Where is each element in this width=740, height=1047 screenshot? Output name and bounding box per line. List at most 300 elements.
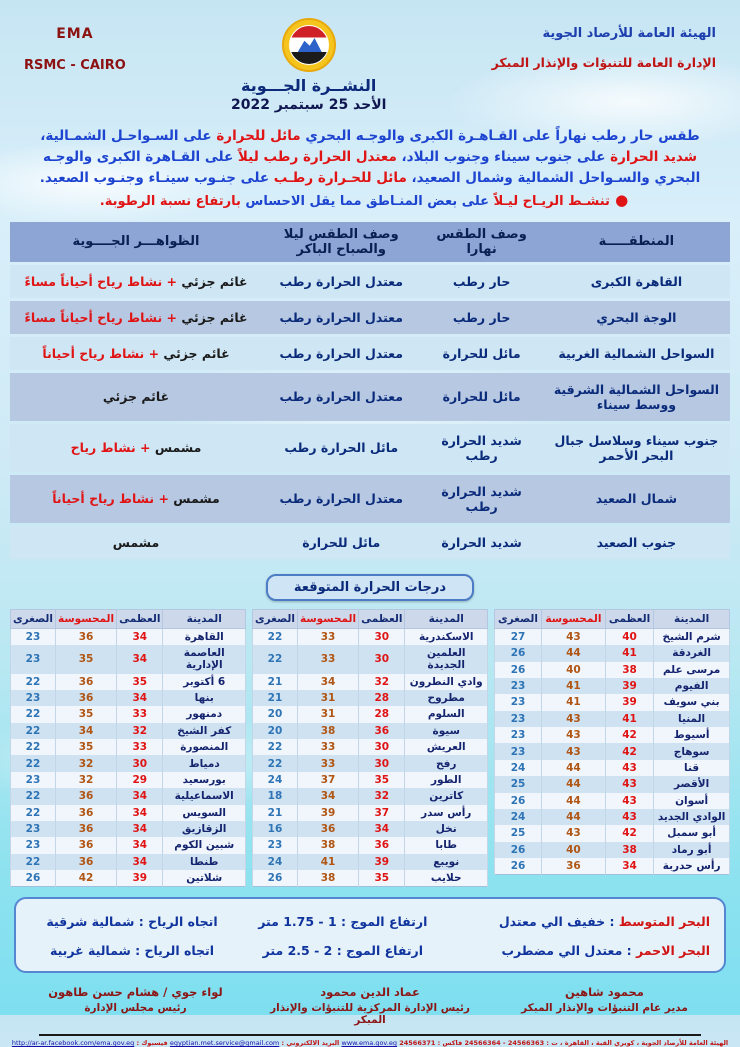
signatory-title: رئيس مجلس الإدارة <box>84 1002 187 1015</box>
min-temp: 22 <box>11 805 56 821</box>
temps-header-row <box>495 609 730 628</box>
city-name: العريش <box>405 739 488 755</box>
max-temp: 39 <box>605 678 653 694</box>
forecast-row <box>10 475 730 523</box>
max-temp: 39 <box>605 694 653 710</box>
forecast-row <box>10 424 730 472</box>
max-temp: 43 <box>605 776 653 792</box>
min-temp: 23 <box>495 678 542 694</box>
temp-table-coasts-sinai <box>252 609 488 888</box>
header-night-desc: وصف الطقس ليلا والصباح الباكر <box>262 222 420 262</box>
city-name: أبو رماد <box>654 842 730 858</box>
night-desc-cell: معتدل الحرارة رطب <box>262 265 420 298</box>
max-temp: 42 <box>605 825 653 841</box>
temp-row <box>11 805 246 821</box>
min-temp: 23 <box>11 837 56 853</box>
temp-row <box>495 694 730 710</box>
city-name: مرسى علم <box>654 662 730 678</box>
sea-name: البحر الاحمر <box>631 943 710 959</box>
min-temp: 23 <box>495 694 542 710</box>
city-name: المنيا <box>654 711 730 727</box>
temp-row <box>11 772 246 788</box>
night-desc-cell: معتدل الحرارة رطب <box>262 475 420 523</box>
signatory-name: لواء جوي / هشام حسن طاهون <box>48 985 223 1000</box>
temp-row <box>495 662 730 678</box>
header-city: المدينة <box>405 609 488 628</box>
felt-temp: 36 <box>542 858 606 875</box>
city-name: شرم الشيخ <box>654 628 730 645</box>
phenomena-cell <box>10 337 262 370</box>
summary-segment: على القـاهرة الكبرى والوجـه البحري والسـواحل الشمالية وشمال الصعيد، <box>43 148 701 186</box>
header-region: المنطقـــــة <box>543 222 730 262</box>
max-temp: 39 <box>117 870 163 887</box>
sea-state-panel <box>14 897 726 973</box>
region-cell: جنوب الصعيد <box>543 526 730 559</box>
max-temp: 43 <box>605 809 653 825</box>
min-temp: 22 <box>11 706 56 722</box>
min-temp: 22 <box>253 755 298 771</box>
temp-row <box>11 821 246 837</box>
summary-text <box>28 126 712 189</box>
temp-row <box>11 739 246 755</box>
region-cell: السواحل الشمالية الغربية <box>543 337 730 370</box>
min-temp: 21 <box>253 805 298 821</box>
bulletin-title: النشــرة الجـــوية <box>241 76 377 95</box>
temp-row <box>495 825 730 841</box>
city-name: حلايب <box>405 870 488 887</box>
day-desc-cell: حار رطب <box>420 265 542 298</box>
city-name: 6 أكتوبر <box>163 674 246 690</box>
header-min: الصغرى <box>495 609 542 628</box>
felt-temp: 36 <box>55 837 116 853</box>
max-temp: 30 <box>359 628 405 645</box>
min-temp: 22 <box>11 674 56 690</box>
felt-temp: 36 <box>55 788 116 804</box>
min-temp: 22 <box>11 755 56 771</box>
city-name: أسيوط <box>654 727 730 743</box>
expected-temperatures-button[interactable]: درجات الحرارة المتوقعة <box>266 574 474 601</box>
signature-block <box>255 985 486 1026</box>
felt-temp: 44 <box>542 809 606 825</box>
footer-divider <box>39 1034 701 1036</box>
felt-temp: 33 <box>297 755 358 771</box>
contact-link[interactable]: www.ema.gov.eg <box>341 1039 397 1047</box>
min-temp: 24 <box>253 772 298 788</box>
bullet-text <box>100 194 610 209</box>
day-desc-cell: شديد الحرارة رطب <box>420 424 542 472</box>
sea-condition-text: : معتدل الي مضطرب <box>501 943 632 959</box>
max-temp: 30 <box>359 739 405 755</box>
max-temp: 30 <box>117 755 163 771</box>
day-desc-cell: مائل للحرارة <box>420 337 542 370</box>
min-temp: 25 <box>495 776 542 792</box>
contact-text: الهيئة العامة للأرصاد الجوية ، كوبري القبة ، القاهرة ، ت : 24566363 - 24566364 فاكس : 24566371 <box>396 1039 729 1047</box>
sea-condition-text: : خفيف الي معتدل <box>498 914 615 930</box>
min-temp: 23 <box>11 821 56 837</box>
min-temp: 23 <box>11 690 56 706</box>
city-temps-table <box>494 609 730 876</box>
felt-temp: 32 <box>55 772 116 788</box>
day-desc-cell: شديد الحرارة رطب <box>420 475 542 523</box>
city-name: شلاتين <box>163 870 246 887</box>
max-temp: 39 <box>359 854 405 870</box>
max-temp: 33 <box>117 739 163 755</box>
phenomena-text: غائم جزئي <box>102 389 170 405</box>
header <box>10 10 730 122</box>
min-temp: 23 <box>253 837 298 853</box>
city-name: شبين الكوم <box>163 837 246 853</box>
city-temps-table <box>252 609 488 888</box>
temps-header-row <box>253 609 488 628</box>
header-org-block <box>492 18 716 70</box>
temp-row <box>495 743 730 759</box>
max-temp: 30 <box>359 645 405 673</box>
city-name: السلوم <box>405 706 488 722</box>
temp-row <box>495 760 730 776</box>
signatures <box>20 985 720 1026</box>
ema-eagle-logo-icon <box>282 18 336 72</box>
sea-condition <box>452 911 710 930</box>
max-temp: 34 <box>605 858 653 875</box>
felt-temp: 44 <box>542 645 606 661</box>
temp-row <box>253 723 488 739</box>
day-desc-cell: شديد الحرارة <box>420 526 542 559</box>
max-temp: 34 <box>117 645 163 673</box>
night-desc-cell: معتدل الحرارة رطب <box>262 373 420 421</box>
temp-row <box>11 870 246 887</box>
forecast-table <box>10 219 730 562</box>
city-name: بني سويف <box>654 694 730 710</box>
phenomena-cell <box>10 475 262 523</box>
temp-row <box>495 678 730 694</box>
bullet-dot-icon: ● <box>609 190 629 209</box>
phenomena-wind-note: + نشاط رياح أحياناً <box>52 491 174 507</box>
max-temp: 36 <box>359 723 405 739</box>
max-temp: 42 <box>605 727 653 743</box>
city-name: طنطا <box>163 854 246 870</box>
felt-temp: 41 <box>542 678 606 694</box>
temp-row <box>495 645 730 661</box>
temp-row <box>253 739 488 755</box>
temp-table-upper-egypt-redsea <box>494 609 730 888</box>
city-name: الزقازيق <box>163 821 246 837</box>
min-temp: 22 <box>11 723 56 739</box>
felt-temp: 34 <box>55 723 116 739</box>
city-name: نخل <box>405 821 488 837</box>
min-temp: 18 <box>253 788 298 804</box>
sea-state-row <box>30 935 710 964</box>
city-name: وادي النطرون <box>405 674 488 690</box>
header-felt: المحسوسة <box>542 609 606 628</box>
forecast-row <box>10 337 730 370</box>
night-desc-cell: معتدل الحرارة رطب <box>262 337 420 370</box>
bullet-line <box>28 191 700 209</box>
max-temp: 29 <box>117 772 163 788</box>
max-temp: 43 <box>605 760 653 776</box>
min-temp: 20 <box>253 706 298 722</box>
min-temp: 24 <box>253 854 298 870</box>
phenomena-wind-note: + نشاط رياح أحياناً مساءً <box>24 309 182 325</box>
felt-temp: 32 <box>55 755 116 771</box>
wave-height: ارتفاع الموج : 1 - 1.75 متر <box>258 914 428 930</box>
max-temp: 28 <box>359 706 405 722</box>
min-temp: 21 <box>253 674 298 690</box>
temp-row <box>11 723 246 739</box>
min-temp: 20 <box>253 723 298 739</box>
max-temp: 34 <box>359 821 405 837</box>
min-temp: 26 <box>11 870 56 887</box>
forecast-row <box>10 265 730 298</box>
min-temp: 22 <box>253 628 298 645</box>
city-name: دمنهور <box>163 706 246 722</box>
summary-segment: على السـواحـل الشمـالية، <box>40 128 212 144</box>
max-temp: 38 <box>605 842 653 858</box>
temp-row <box>11 788 246 804</box>
felt-temp: 35 <box>55 706 116 722</box>
min-temp: 23 <box>495 711 542 727</box>
max-temp: 37 <box>359 805 405 821</box>
header-min: الصغرى <box>11 609 56 628</box>
felt-temp: 41 <box>542 694 606 710</box>
summary-segment: طقس حار رطب نهاراً على القـاهـرة الكبرى والوجـه البحري <box>300 128 700 144</box>
header-center-block <box>231 18 387 113</box>
region-cell: السواحل الشمالية الشرقية ووسط سيناء <box>543 373 730 421</box>
temp-row <box>253 674 488 690</box>
felt-temp: 33 <box>297 645 358 673</box>
max-temp: 35 <box>359 870 405 887</box>
header-city: المدينة <box>654 609 730 628</box>
org-department-arabic: الإدارة العامة للتنبؤات والإنذار المبكر <box>491 55 716 70</box>
temp-row <box>253 805 488 821</box>
phenomena-text: مشمس <box>112 534 160 550</box>
phenomena-cell <box>10 265 262 298</box>
felt-temp: 37 <box>297 772 358 788</box>
felt-temp: 36 <box>297 821 358 837</box>
felt-temp: 41 <box>297 854 358 870</box>
sea-state-row <box>30 906 710 935</box>
night-desc-cell: مائل للحرارة <box>262 526 420 559</box>
header-day-desc: وصف الطقس نهارا <box>420 222 542 262</box>
min-temp: 25 <box>495 825 542 841</box>
phenomena-text: مشمس <box>173 491 220 507</box>
logo-flag-disc <box>289 25 329 65</box>
felt-temp: 35 <box>55 739 116 755</box>
summary-segment: تنشـط الريـاح ليـلاً <box>489 193 610 209</box>
max-temp: 32 <box>359 674 405 690</box>
min-temp: 26 <box>495 842 542 858</box>
header-max: العظمى <box>359 609 405 628</box>
felt-temp: 38 <box>297 837 358 853</box>
max-temp: 34 <box>117 628 163 645</box>
felt-temp: 44 <box>542 793 606 809</box>
max-temp: 34 <box>117 854 163 870</box>
min-temp: 27 <box>495 628 542 645</box>
min-temp: 24 <box>495 809 542 825</box>
city-name: الغردقة <box>654 645 730 661</box>
phenomena-wind-note: + نشاط رياح أحياناً <box>42 345 164 361</box>
city-name: الطور <box>405 772 488 788</box>
felt-temp: 36 <box>55 674 116 690</box>
temp-row <box>495 809 730 825</box>
day-desc-cell: مائل للحرارة <box>420 373 542 421</box>
max-temp: 32 <box>117 723 163 739</box>
city-name: رأس سدر <box>405 805 488 821</box>
phenomena-wind-note: + نشاط رياح <box>70 440 155 456</box>
header-max: العظمى <box>117 609 163 628</box>
ema-label: EMA <box>56 26 94 42</box>
temp-row <box>11 674 246 690</box>
sea-condition <box>452 940 710 959</box>
city-name: بنها <box>163 690 246 706</box>
temp-row <box>11 628 246 645</box>
felt-temp: 38 <box>297 870 358 887</box>
contact-link[interactable]: egyptian.met.service@gmail.com <box>169 1039 280 1047</box>
summary-segment: بارتفاع نسبة الرطوبة. <box>99 193 241 209</box>
felt-temp: 44 <box>542 776 606 792</box>
min-temp: 22 <box>11 739 56 755</box>
temp-row <box>495 727 730 743</box>
felt-temp: 40 <box>542 842 606 858</box>
header-city: المدينة <box>163 609 246 628</box>
region-cell: شمال الصعيد <box>543 475 730 523</box>
city-name: الاسكندرية <box>405 628 488 645</box>
temp-row <box>253 706 488 722</box>
wind-direction: اتجاه الرياح : شمالية شرقية <box>46 914 218 930</box>
city-name: الاسماعيلية <box>163 788 246 804</box>
city-name: السويس <box>163 805 246 821</box>
min-temp: 26 <box>495 662 542 678</box>
max-temp: 28 <box>359 690 405 706</box>
signatory-name: عماد الدين محمود <box>320 985 420 1000</box>
signature-block <box>489 985 720 1026</box>
summary-segment: على جنوب سيناء وجنوب البلاد، <box>396 148 606 165</box>
felt-temp: 43 <box>542 628 606 645</box>
temps-header-row <box>11 609 246 628</box>
felt-temp: 43 <box>542 711 606 727</box>
min-temp: 21 <box>253 690 298 706</box>
temp-row <box>495 793 730 809</box>
phenomena-wind-note: + نشاط رياح أحياناً مساءً <box>24 273 182 289</box>
max-temp: 34 <box>117 821 163 837</box>
city-name: بورسعيد <box>163 772 246 788</box>
contact-text: فيسبوك : <box>134 1039 170 1047</box>
region-cell: القاهرة الكبرى <box>543 265 730 298</box>
min-temp: 26 <box>495 645 542 661</box>
felt-temp: 43 <box>542 743 606 759</box>
min-temp: 26 <box>495 793 542 809</box>
felt-temp: 42 <box>55 870 116 887</box>
felt-temp: 31 <box>297 706 358 722</box>
contact-link[interactable]: http://ar-ar.facebook.com/ema.gov.eg <box>11 1039 135 1047</box>
phenomena-text: غائم جزئي <box>163 345 230 361</box>
temp-row <box>11 755 246 771</box>
min-temp: 22 <box>11 788 56 804</box>
city-name: كفر الشيخ <box>163 723 246 739</box>
min-temp: 26 <box>253 870 298 887</box>
city-name: رأس حدربة <box>654 858 730 875</box>
temp-row <box>11 645 246 673</box>
summary-segment: على جنـوب سينـاء وجنـوب الصعيد. <box>39 169 270 186</box>
night-desc-cell: معتدل الحرارة رطب <box>262 301 420 334</box>
max-temp: 34 <box>117 805 163 821</box>
max-temp: 34 <box>117 837 163 853</box>
phenomena-cell <box>10 373 262 421</box>
temperature-tables <box>10 609 730 888</box>
felt-temp: 39 <box>297 805 358 821</box>
felt-temp: 44 <box>542 760 606 776</box>
temp-row <box>11 854 246 870</box>
summary-segment: على بعض المنـاطق مما يقل الاحساس <box>240 193 490 209</box>
forecast-header-row <box>10 222 730 262</box>
phenomena-cell <box>10 526 262 559</box>
temp-row <box>11 837 246 853</box>
temp-row <box>253 645 488 673</box>
summary-segment: شديد الحرارة <box>605 148 697 165</box>
temp-row <box>253 755 488 771</box>
signatory-title: مدير عام التنبؤات والإنذار المبكر <box>521 1002 688 1015</box>
felt-temp: 43 <box>542 825 606 841</box>
min-temp: 26 <box>495 858 542 875</box>
felt-temp: 40 <box>542 662 606 678</box>
felt-temp: 33 <box>297 739 358 755</box>
summary-segment: مائل للحـرارة رطـب <box>269 169 407 186</box>
forecast-row <box>10 373 730 421</box>
max-temp: 41 <box>605 645 653 661</box>
felt-temp: 36 <box>55 821 116 837</box>
wave-height: ارتفاع الموج : 2 - 2.5 متر <box>262 943 424 959</box>
phenomena-cell <box>10 301 262 334</box>
city-name: المنصورة <box>163 739 246 755</box>
sea-name: البحر المتوسط <box>614 914 710 930</box>
temp-row <box>495 776 730 792</box>
felt-temp: 34 <box>297 674 358 690</box>
max-temp: 42 <box>605 743 653 759</box>
max-temp: 41 <box>605 711 653 727</box>
felt-temp: 36 <box>55 854 116 870</box>
contact-line <box>10 1039 730 1047</box>
header-min: الصغرى <box>253 609 298 628</box>
org-name-arabic: الهيئة العامة للأرصاد الجوية <box>542 26 716 41</box>
contact-text: البريد الالكتروني : <box>279 1039 342 1047</box>
wind-direction: اتجاه الرياح : شمالية غربية <box>49 943 215 959</box>
city-name: العاصمة الإدارية <box>163 645 246 673</box>
max-temp: 40 <box>605 628 653 645</box>
temp-row <box>495 711 730 727</box>
city-name: الفيوم <box>654 678 730 694</box>
signatory-name: محمود شاهين <box>565 985 644 1000</box>
max-temp: 30 <box>359 755 405 771</box>
city-name: القاهرة <box>163 628 246 645</box>
temp-row <box>253 821 488 837</box>
temp-row <box>253 690 488 706</box>
header-phenomena: الظواهـــر الجــــوية <box>10 222 262 262</box>
header-felt: المحسوسة <box>55 609 116 628</box>
min-temp: 22 <box>11 854 56 870</box>
city-name: رفح <box>405 755 488 771</box>
city-name: دمياط <box>163 755 246 771</box>
felt-temp: 36 <box>55 690 116 706</box>
header-ema-block <box>24 18 126 73</box>
max-temp: 34 <box>117 690 163 706</box>
signatory-title: رئيس الإدارة المركزية للتنبؤات والإنذار المبكر <box>270 1002 470 1027</box>
min-temp: 23 <box>11 772 56 788</box>
city-name: العلمين الجديدة <box>405 645 488 673</box>
city-name: الوادي الجديد <box>654 809 730 825</box>
temp-row <box>253 772 488 788</box>
temp-row <box>495 842 730 858</box>
city-name: أبو سمبل <box>654 825 730 841</box>
temp-row <box>253 837 488 853</box>
